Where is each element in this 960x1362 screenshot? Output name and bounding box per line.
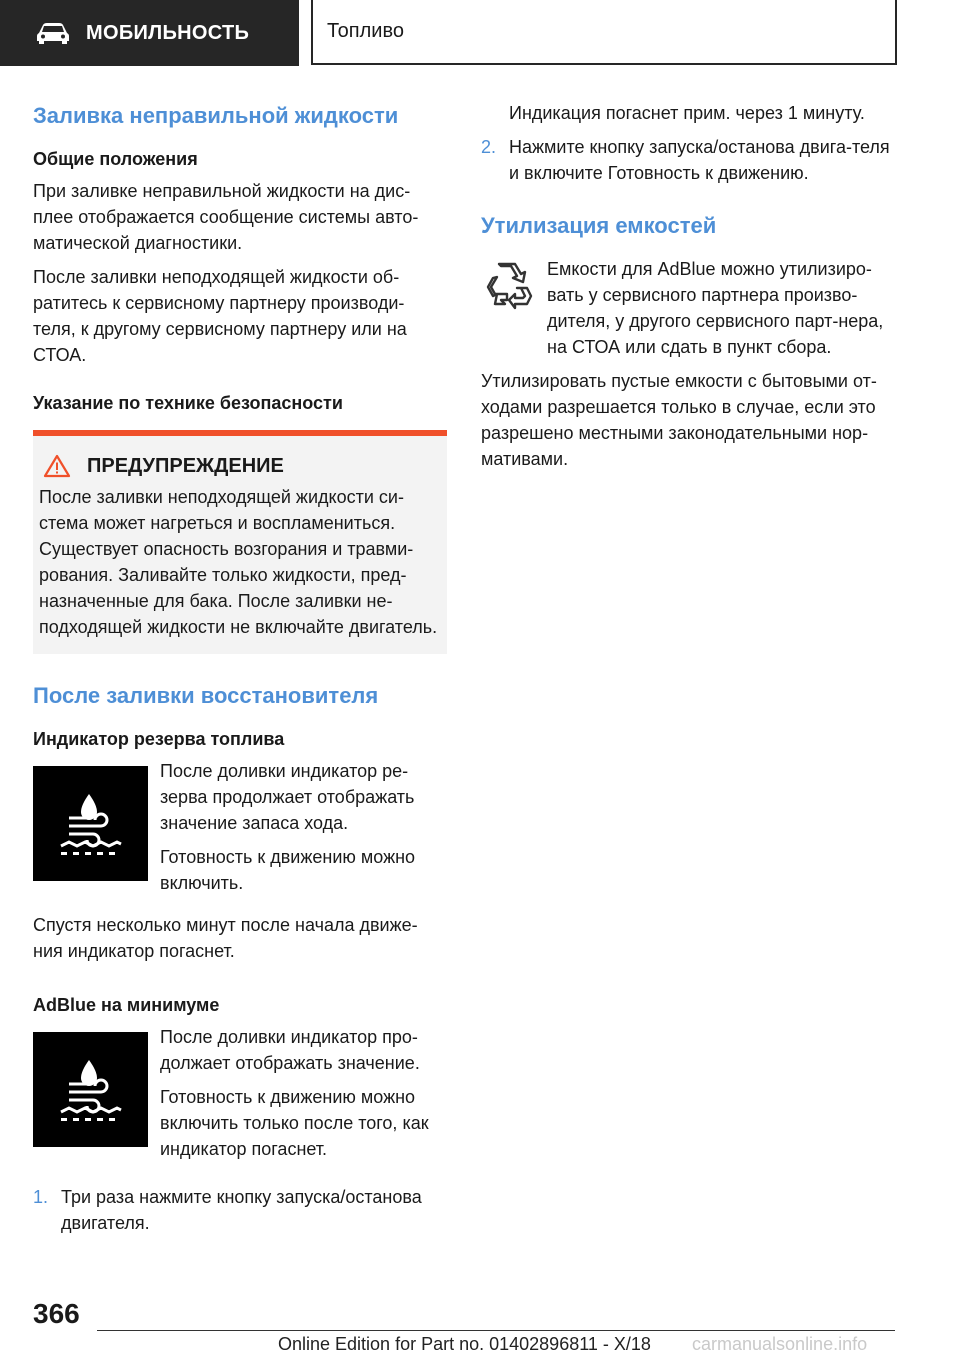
car-icon xyxy=(36,22,70,44)
paragraph: Утилизировать пустые емкости с бытовыми от-ходами разрешается только в случае, если это разрешено местными законодательными нор-мативами. xyxy=(481,371,877,469)
step-number: 2. xyxy=(481,137,497,157)
step-item xyxy=(481,134,895,186)
paragraph: После доливки индикатор ре-зерва продолжает отображать значение запаса хода. xyxy=(160,761,415,833)
paragraph: Емкости для AdBlue можно утилизиро-вать у сервисного партнера произво-дителя, у другого сервисного парт-нера, на СТОА или сдать в пункт сбора. xyxy=(547,259,884,357)
adblue-min-indicator-block xyxy=(33,1024,447,1170)
disposal-block xyxy=(481,256,895,368)
subheading-safety: Указание по технике безопасности xyxy=(33,393,343,413)
adblue-minimum-indicator-icon xyxy=(33,1032,148,1147)
topic-title: Топливо xyxy=(327,20,404,42)
footer-edition: Online Edition for Part no. 01402896811 - X/18 xyxy=(278,1334,651,1354)
paragraph: Готовность к движению можно включить только после того, как индикатор погаснет. xyxy=(160,1087,429,1159)
warning-box xyxy=(33,430,447,654)
paragraph: При заливке неправильной жидкости на дис-плее отображается сообщение системы авто-матической диагностики. xyxy=(33,181,419,253)
paragraph: Спустя несколько минут после начала движе-ния индикатор погаснет. xyxy=(33,915,418,961)
step-text: Три раза нажмите кнопку запуска/останова двигателя. xyxy=(61,1187,422,1233)
section-title: МОБИЛЬНОСТЬ xyxy=(86,21,250,44)
page-number: 366 xyxy=(33,1298,80,1329)
right-column xyxy=(481,100,895,480)
heading-after-restorer: После заливки восстановителя xyxy=(33,683,379,708)
warning-header xyxy=(39,454,439,478)
warning-title: ПРЕДУПРЕЖДЕНИЕ xyxy=(87,454,284,477)
paragraph: После заливки неподходящей жидкости об-ратитесь к сервисному партнеру производи-теля, к другому сервисному партнеру или на СТОА. xyxy=(33,267,407,365)
footer-divider xyxy=(97,1330,895,1331)
subheading-reserve: Индикатор резерва топлива xyxy=(33,729,285,749)
heading-wrong-fluid: Заливка неправильной жидкости xyxy=(33,103,399,128)
warning-text: После заливки неподходящей жидкости си-стема может нагреться и воспламениться. Существует опасность возгорания и травми-рования. Заливайте только жидкости, пред-назначенные для бака. После заливки не-подходящей жидкости не включайте двигатель. xyxy=(39,487,438,637)
subheading-adblue-min: AdBlue на минимуме xyxy=(33,995,220,1015)
section-tab[interactable] xyxy=(0,0,299,66)
warning-triangle-icon xyxy=(43,454,71,478)
heading-disposal: Утилизация емкостей xyxy=(481,213,717,238)
step-item xyxy=(33,1184,447,1236)
topic-tab[interactable] xyxy=(311,0,897,65)
watermark: carmanualsonline.info xyxy=(692,1334,868,1354)
paragraph: После доливки индикатор про-должает отображать значение. xyxy=(160,1027,420,1073)
adblue-reserve-indicator-icon xyxy=(33,766,148,881)
subheading-general: Общие положения xyxy=(33,149,198,169)
step-text: Нажмите кнопку запуска/останова двига-теля и включите Готовность к движению. xyxy=(509,137,890,183)
left-column xyxy=(33,100,447,1242)
reserve-indicator-block xyxy=(33,758,447,904)
paragraph: Готовность к движению можно включить. xyxy=(160,847,416,893)
step-continuation: Индикация погаснет прим. через 1 минуту. xyxy=(509,103,865,123)
recycle-icon xyxy=(481,258,535,312)
step-number: 1. xyxy=(33,1187,49,1207)
